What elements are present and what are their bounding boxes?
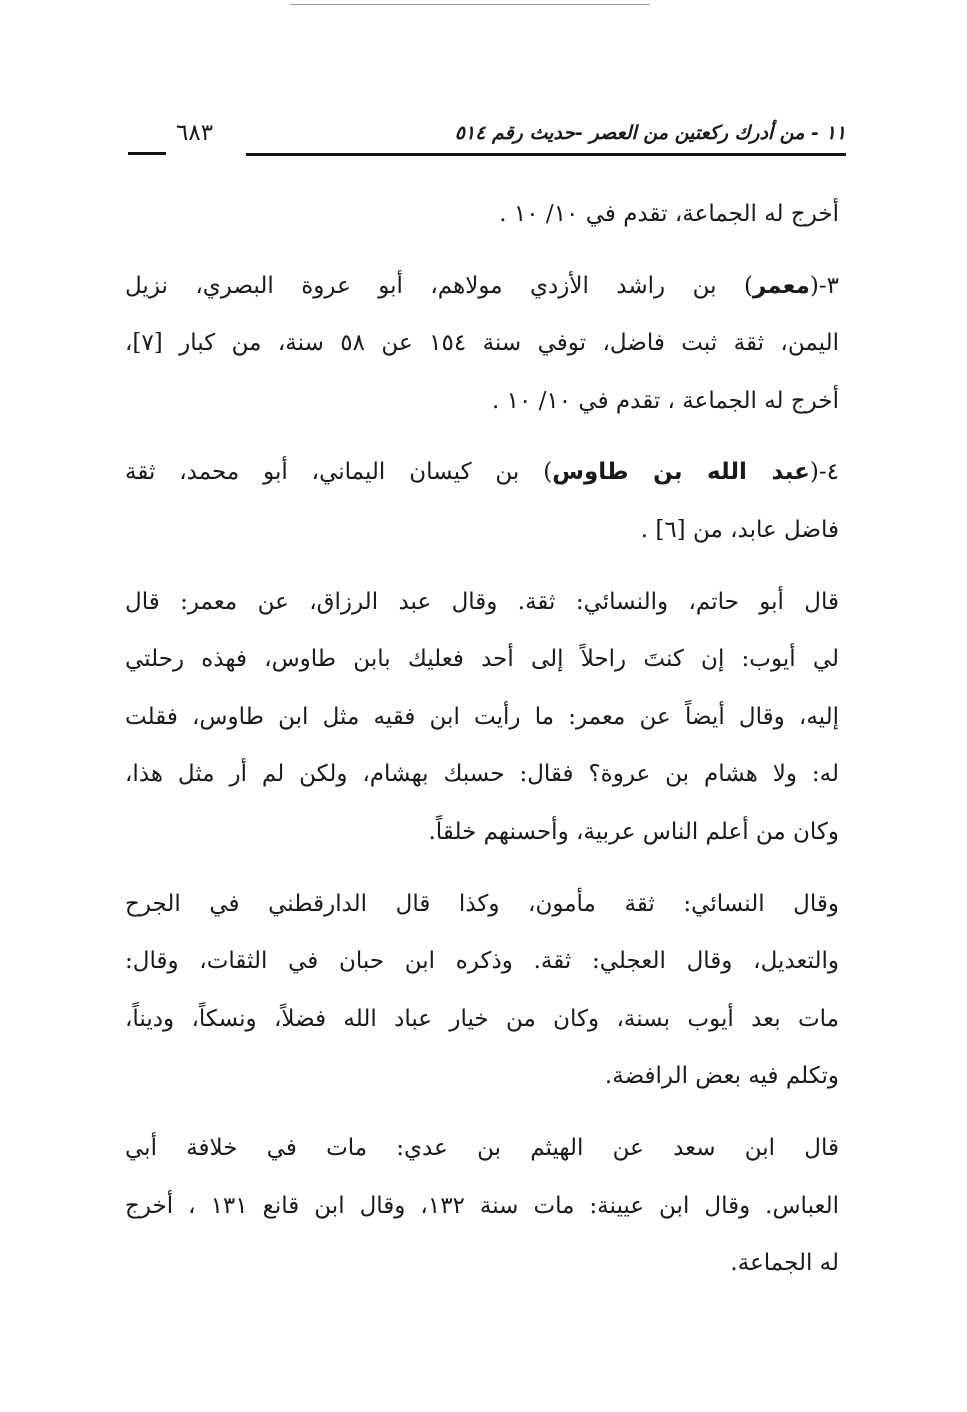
text-line: إليه، وقال أيضاً عن معمر: ما رأيت ابن فقيه مثل ابن طاوس، فقلت bbox=[125, 703, 839, 730]
header-rule bbox=[246, 153, 846, 156]
text-line: اليمن، ثقة ثبت فاضل، توفي سنة ١٥٤ عن ٥٨ سنة، من كبار [٧]، bbox=[125, 330, 839, 357]
text-line: أخرج له الجماعة، تقدم في ١٠/ ١٠ . bbox=[499, 201, 839, 227]
running-title: ١١ - من أدرك ركعتين من العصر -حديث رقم ٥١٤ bbox=[454, 122, 846, 144]
text-line: قال أبو حاتم، والنسائي: ثقة. وقال عبد الرزاق، عن معمر: قال bbox=[125, 588, 839, 615]
narrator-entry-4 bbox=[125, 444, 839, 559]
page-number: ٦٨٣ bbox=[176, 120, 214, 146]
text-line: مات بعد أيوب بسنة، وكان من خيار عباد الله فضلاً، ونسكاً، وديناً، bbox=[125, 1005, 839, 1032]
text-fragment: ) بن راشد الأزدي مولاهم، أبو عروة البصري، نزيل bbox=[125, 272, 753, 299]
paragraph bbox=[125, 574, 839, 862]
narrator-entry-3 bbox=[125, 258, 839, 431]
text-line: له: ولا هشام بن عروة؟ فقال: حسبك بهشام، ولكن لم أر مثل هذا، bbox=[125, 761, 839, 788]
text-line: أخرج له الجماعة ، تقدم في ١٠/ ١٠ . bbox=[491, 387, 839, 414]
page-header bbox=[128, 122, 846, 162]
text-line: فاضل عابد، من [٦] . bbox=[640, 516, 839, 543]
paragraph bbox=[125, 1120, 839, 1293]
text-line bbox=[125, 444, 839, 502]
text-line: قال ابن سعد عن الهيثم بن عدي: مات في خلافة أبي bbox=[125, 1134, 839, 1161]
paragraph bbox=[125, 186, 839, 244]
entry-number: ٤-( bbox=[809, 459, 839, 486]
text-line: والتعديل، وقال العجلي: ثقة. وذكره ابن حبان في الثقات، وقال: bbox=[125, 948, 839, 975]
text-line: له الجماعة. bbox=[730, 1250, 839, 1277]
text-line: وقال النسائي: ثقة مأمون، وكذا قال الدارقطني في الجرح bbox=[125, 890, 839, 917]
text-fragment: ) بن كيسان اليماني، أبو محمد، ثقة bbox=[125, 459, 553, 486]
header-rule-left bbox=[128, 152, 166, 155]
text-line: وتكلم فيه بعض الرافضة. bbox=[604, 1063, 839, 1090]
text-line: لي أيوب: إن كنتَ راحلاً إلى أحد فعليك بابن طاوس، فهذه رحلتي bbox=[125, 646, 839, 673]
paragraph bbox=[125, 876, 839, 1106]
page-body bbox=[125, 186, 839, 1307]
narrator-name: عبد الله بن طاوس bbox=[552, 459, 810, 486]
text-line bbox=[125, 258, 839, 316]
text-line: العباس. وقال ابن عيينة: مات سنة ١٣٢، وقال ابن قانع ١٣١ ، أخرج bbox=[125, 1192, 840, 1219]
text-line: وكان من أعلم الناس عربية، وأحسنهم خلقاً. bbox=[428, 818, 839, 845]
top-edge-line bbox=[290, 4, 650, 5]
narrator-name: معمر bbox=[752, 272, 810, 299]
entry-number: ٣-( bbox=[809, 272, 839, 299]
